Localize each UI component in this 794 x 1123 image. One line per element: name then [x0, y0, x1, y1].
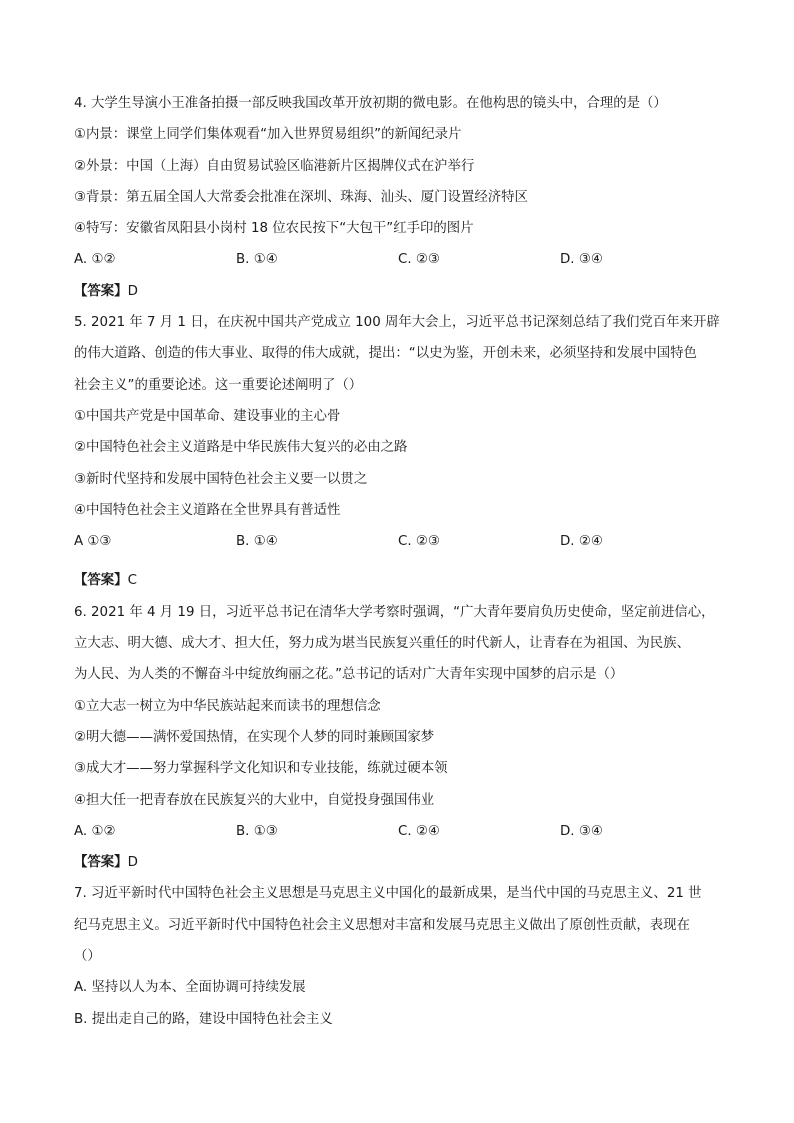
statement-item: ③新时代坚持和发展中国特色社会主义要一以贯之	[74, 471, 368, 487]
answer-tag: 【答案】	[74, 855, 128, 871]
answer-value: D	[127, 283, 138, 299]
answer-value: D	[127, 855, 138, 871]
question-stem: 7. 习近平新时代中国特色社会主义思想是马克思主义中国化的最新成果，是当代中国的马克思主义、21 世	[74, 886, 702, 902]
option-c: C. ②③	[398, 534, 440, 550]
answer-options	[74, 532, 724, 552]
option-a: A. 坚持以人为本、全面协调可持续发展	[74, 980, 306, 996]
answer-tag: 【答案】	[74, 573, 128, 589]
statement-item: ②中国特色社会主义道路是中华民族伟大复兴的必由之路	[74, 440, 408, 456]
statement-item: ③背景：第五届全国人大常委会批准在深圳、珠海、汕头、厦门设置经济特区	[74, 189, 528, 205]
statement-item: ④中国特色社会主义道路在全世界具有普适性	[74, 502, 341, 518]
statement-item: ④特写：安徽省凤阳县小岗村 18 位农民按下“大包干”红手印的图片	[74, 221, 474, 237]
statement-item: ①内景：课堂上同学们集体观看“加入世界贸易组织”的新闻纪录片	[74, 127, 462, 143]
question-stem: 为人民、为人类的不懈奋斗中绽放绚丽之花。”总书记的话对广大青年实现中国梦的启示是（）	[74, 667, 624, 683]
answer-line	[74, 571, 724, 591]
statement-item: ②外景：中国（上海）自由贸易试验区临港新片区揭牌仪式在沪举行	[74, 158, 475, 174]
question-4	[74, 94, 724, 302]
exam-page	[74, 94, 724, 1041]
question-stem: 6. 2021 年 4 月 19 日，习近平总书记在清华大学考察时强调，“广大青年要肩负历史使命，坚定前进信心，	[74, 604, 715, 620]
option-d: D. ③④	[560, 823, 603, 839]
option-a: A. ①②	[74, 252, 116, 268]
statement-item: ③成大才——努力掌握科学文化知识和专业技能，练就过硬本领	[74, 761, 448, 777]
option-d: D. ②④	[560, 534, 603, 550]
answer-line	[74, 853, 724, 873]
question-stem: （）	[74, 949, 101, 965]
option-a: A. ①②	[74, 823, 116, 839]
question-6	[74, 603, 724, 873]
option-c: C. ②③	[398, 252, 440, 268]
statement-item: ①中国共产党是中国革命、建设事业的主心骨	[74, 408, 341, 424]
question-stem: 4. 大学生导演小王准备拍摄一部反映我国改革开放初期的微电影。在他构思的镜头中，合理的是（）	[74, 96, 667, 111]
option-b: B. 提出走自己的路，建设中国特色社会主义	[74, 1011, 333, 1027]
answer-line	[74, 282, 724, 302]
question-stem: 的伟大道路、创造的伟大事业、取得的伟大成就，提出：“以史为鉴，开创未来，必须坚持和发展中国特色	[74, 346, 697, 362]
option-a: A ①③	[74, 534, 112, 550]
question-stem: 社会主义”的重要论述。这一重要论述阐明了（）	[74, 377, 363, 393]
option-b: B. ①④	[236, 534, 278, 550]
answer-options	[74, 822, 724, 842]
answer-value: C	[127, 573, 137, 589]
statement-item: ①立大志一树立为中华民族站起来而读书的理想信念	[74, 698, 381, 714]
question-7	[74, 884, 724, 1029]
option-d: D. ③④	[560, 252, 603, 268]
question-stem: 立大志、明大德、成大才、担大任，努力成为堪当民族复兴重任的时代新人，让青春在为祖国、为民族、	[74, 636, 690, 652]
question-stem: 5. 2021 年 7 月 1 日，在庆祝中国共产党成立 100 周年大会上，习近平总书记深刻总结了我们党百年来开辟	[74, 315, 720, 331]
question-stem: 纪马克思主义。习近平新时代中国特色社会主义思想对丰富和发展马克思主义做出了原创性贡献，表现在	[74, 917, 690, 933]
answer-tag: 【答案】	[74, 283, 128, 299]
option-b: B. ①④	[236, 252, 278, 268]
statement-item: ④担大任一把青春放在民族复兴的大业中，自觉投身强国伟业	[74, 792, 435, 808]
question-5	[74, 313, 724, 591]
option-c: C. ②④	[398, 823, 440, 839]
answer-options	[74, 250, 724, 270]
statement-item: ②明大德——满怀爱国热情，在实现个人梦的同时兼顾国家梦	[74, 729, 435, 745]
option-b: B. ①③	[236, 823, 278, 839]
